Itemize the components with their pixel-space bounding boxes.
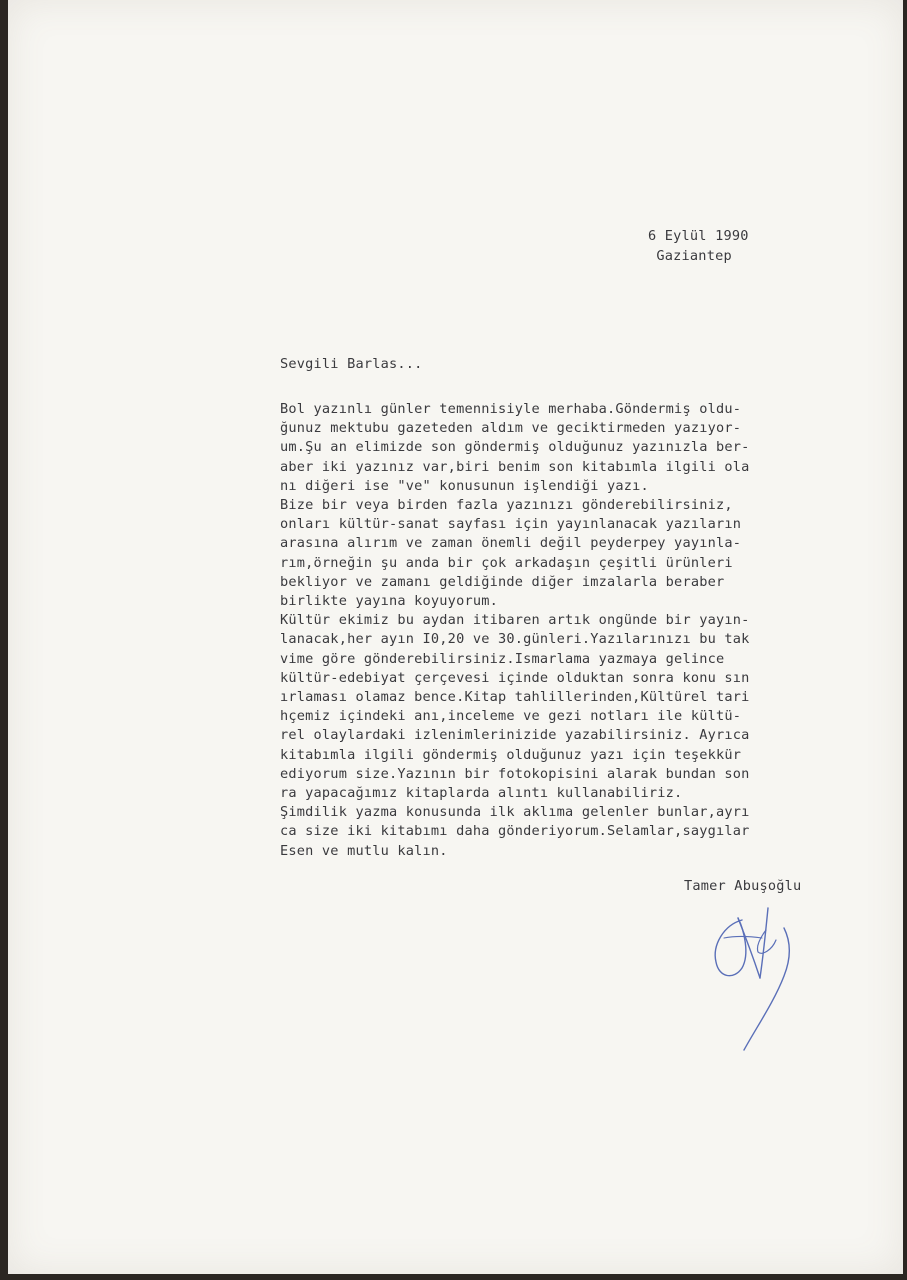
body-line: ra yapacağımız kitaplarda alıntı kullanabiliriz. bbox=[280, 785, 683, 802]
body-line: bekliyor ve zamanı geldiğinde diğer imzalarla beraber bbox=[280, 573, 725, 590]
body-line: Esen ve mutlu kalın. bbox=[280, 842, 448, 859]
body-line: Şimdilik yazma konusunda ilk aklıma gelenler bunlar,ayrı bbox=[280, 804, 750, 821]
body-line: ırlaması olamaz bence.Kitap tahlillerinden,Kültürel tari bbox=[280, 689, 750, 706]
handwritten-signature-icon bbox=[704, 890, 814, 1055]
body-line: kültür-edebiyat çerçevesi içinde olduktan sonra konu sın bbox=[280, 669, 750, 686]
signature-name: Tamer Abuşoğlu bbox=[684, 878, 802, 894]
letter-date: 6 Eylül 1990 bbox=[648, 228, 749, 244]
body-line: ediyorum size.Yazının bir fotokopisini alarak bundan son bbox=[280, 765, 750, 782]
body-line: kitabımla ilgili göndermiş olduğunuz yazı için teşekkür bbox=[280, 746, 742, 763]
body-line: ğunuz mektubu gazeteden aldım ve geciktirmeden yazıyor- bbox=[280, 420, 742, 437]
letter-place: Gaziantep bbox=[656, 248, 732, 264]
body-line: hçemiz içindeki anı,inceleme ve gezi notları ile kültü- bbox=[280, 708, 742, 725]
salutation: Sevgili Barlas... bbox=[280, 356, 423, 372]
body-line: nı diğeri ise "ve" konusunun işlendiği yazı. bbox=[280, 477, 649, 494]
body-line: aber iki yazınız var,biri benim son kitabımla ilgili ola bbox=[280, 458, 750, 475]
body-line: lanacak,her ayın I0,20 ve 30.günleri.Yazılarınızı bu tak bbox=[280, 631, 750, 648]
body-line: ca size iki kitabımı daha gönderiyorum.Selamlar,saygılar bbox=[280, 823, 750, 840]
date-place-block bbox=[648, 226, 749, 266]
body-line: rım,örneğin şu anda bir çok arkadaşın çeşitli ürünleri bbox=[280, 554, 733, 571]
body-line: Kültür ekimiz bu aydan itibaren artık ongünde bir yayın- bbox=[280, 612, 750, 629]
body-line: rel olaylardaki izlenimlerinizide yazabilirsiniz. Ayrıca bbox=[280, 727, 750, 744]
body-line: vime göre gönderebilirsiniz.Ismarlama yazmaya gelince bbox=[280, 650, 725, 667]
letter-page bbox=[8, 0, 903, 1274]
body-line: Bize bir veya birden fazla yazınızı gönderebilirsiniz, bbox=[280, 497, 733, 514]
body-line: um.Şu an elimizde son göndermiş olduğunuz yazınızla ber- bbox=[280, 439, 750, 456]
letter-body bbox=[280, 400, 750, 861]
scan-bottom-edge bbox=[0, 1274, 907, 1280]
body-line: birlikte yayına koyuyorum. bbox=[280, 593, 498, 610]
body-line: Bol yazınlı günler temennisiyle merhaba.Göndermiş oldu- bbox=[280, 401, 742, 417]
body-line: onları kültür-sanat sayfası için yayınlanacak yazıların bbox=[280, 516, 742, 533]
body-line: arasına alırım ve zaman önemli değil peyderpey yayınla- bbox=[280, 535, 742, 552]
